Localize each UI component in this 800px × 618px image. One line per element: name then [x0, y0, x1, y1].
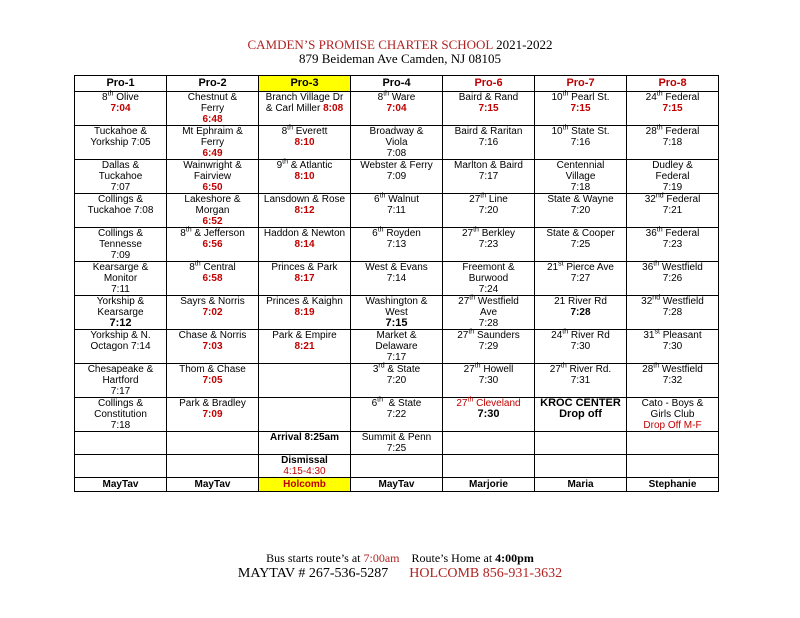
stop-cell: 28th Federal 7:18: [627, 126, 719, 160]
school-year: 2021-2022: [496, 37, 553, 52]
driver-cell: MayTav: [351, 478, 443, 492]
stop-cell: [351, 455, 443, 478]
table-row: [75, 455, 719, 478]
stop-cell: 6th Royden 7:13: [351, 228, 443, 262]
stop-cell: 27th Berkley 7:23: [443, 228, 535, 262]
stop-cell: 21 River Rd 7:28: [535, 296, 627, 330]
route-header: Pro-8: [627, 76, 719, 92]
stop-cell: 24th Federal 7:15: [627, 92, 719, 126]
table-row: [75, 92, 719, 126]
stop-cell: 8th & Jefferson 6:56: [167, 228, 259, 262]
route-header: Pro-1: [75, 76, 167, 92]
table-row: [75, 262, 719, 296]
table-row: [75, 330, 719, 364]
route-header: Pro-7: [535, 76, 627, 92]
stop-cell: Market & Delaware 7:17: [351, 330, 443, 364]
route-header: Pro-4: [351, 76, 443, 92]
driver-cell: Holcomb: [259, 478, 351, 492]
driver-cell: MayTav: [75, 478, 167, 492]
stop-cell: 27th Line 7:20: [443, 194, 535, 228]
stop-cell: 27th Howell 7:30: [443, 364, 535, 398]
stop-cell: Chesapeake & Hartford 7:17: [75, 364, 167, 398]
stop-cell: Kearsarge & Monitor 7:11: [75, 262, 167, 296]
stop-cell: 21st Pierce Ave 7:27: [535, 262, 627, 296]
school-address: 879 Beideman Ave Camden, NJ 08105: [299, 51, 501, 66]
stop-cell: 24th River Rd 7:30: [535, 330, 627, 364]
stop-cell: Collings & Constitution 7:18: [75, 398, 167, 432]
table-row: [75, 194, 719, 228]
stop-cell: Broadway & Viola 7:08: [351, 126, 443, 160]
stop-cell: 36th Federal 7:23: [627, 228, 719, 262]
holcomb-phone: HOLCOMB 856-931-3632: [409, 566, 563, 581]
stop-cell: Chestnut & Ferry 6:48: [167, 92, 259, 126]
stop-cell: 31st Pleasant 7:30: [627, 330, 719, 364]
stop-cell: [443, 455, 535, 478]
stop-cell: [535, 432, 627, 455]
stop-cell: Thom & Chase 7:05: [167, 364, 259, 398]
stop-cell: 27th River Rd. 7:31: [535, 364, 627, 398]
start-time: 7:00am: [363, 551, 400, 565]
stop-cell: Branch Village Dr & Carl Miller 8:08: [259, 92, 351, 126]
stop-cell: 8th Central 6:58: [167, 262, 259, 296]
stop-cell: Park & Bradley 7:09: [167, 398, 259, 432]
stop-cell: 27th Westfield Ave 7:28: [443, 296, 535, 330]
route-header: Pro-6: [443, 76, 535, 92]
stop-cell: 32nd Westfield 7:28: [627, 296, 719, 330]
stop-cell: Wainwright & Fairview 6:50: [167, 160, 259, 194]
stop-cell: Centennial Village 7:18: [535, 160, 627, 194]
home-label: Route’s Home at: [411, 551, 493, 565]
stop-cell: Collings & Tuckahoe 7:08: [75, 194, 167, 228]
stop-cell: 9th & Atlantic 8:10: [259, 160, 351, 194]
route-header: Pro-3: [259, 76, 351, 92]
stop-cell: Webster & Ferry 7:09: [351, 160, 443, 194]
stop-cell: Cato - Boys & Girls Club Drop Off M-F: [627, 398, 719, 432]
table-row: [75, 126, 719, 160]
table-row: [75, 432, 719, 455]
table-row: [75, 160, 719, 194]
stop-cell: 27th Cleveland 7:30: [443, 398, 535, 432]
stop-cell: 10th State St. 7:16: [535, 126, 627, 160]
stop-cell: 36th Westfield 7:26: [627, 262, 719, 296]
stop-cell: Yorkship & N. Octagon 7:14: [75, 330, 167, 364]
route-header: Pro-2: [167, 76, 259, 92]
stop-cell: Dismissal 4:15-4:30: [259, 455, 351, 478]
table-row: [75, 228, 719, 262]
contact-line: [0, 566, 800, 582]
stop-cell: Collings & Tennesse 7:09: [75, 228, 167, 262]
stop-cell: [259, 364, 351, 398]
stop-cell: 3rd & State 7:20: [351, 364, 443, 398]
stop-cell: [75, 432, 167, 455]
stop-cell: State & Cooper 7:25: [535, 228, 627, 262]
stop-cell: Marlton & Baird 7:17: [443, 160, 535, 194]
table-row: [75, 398, 719, 432]
stop-cell: Dallas & Tuckahoe 7:07: [75, 160, 167, 194]
driver-row: [75, 478, 719, 492]
stop-cell: [167, 432, 259, 455]
home-time: 4:00pm: [495, 551, 534, 565]
route-header-row: [75, 76, 719, 92]
stop-cell: Arrival 8:25am: [259, 432, 351, 455]
stop-cell: 32nd Federal 7:21: [627, 194, 719, 228]
stop-cell: 10th Pearl St. 7:15: [535, 92, 627, 126]
stop-cell: Dudley & Federal 7:19: [627, 160, 719, 194]
stop-cell: West & Evans 7:14: [351, 262, 443, 296]
stop-cell: [627, 455, 719, 478]
stop-cell: State & Wayne 7:20: [535, 194, 627, 228]
stop-cell: Sayrs & Norris 7:02: [167, 296, 259, 330]
stop-cell: Baird & Rand 7:15: [443, 92, 535, 126]
stop-cell: [259, 398, 351, 432]
stop-cell: Freemont & Burwood 7:24: [443, 262, 535, 296]
table-row: [75, 296, 719, 330]
stop-cell: [443, 432, 535, 455]
stop-cell: Lakeshore & Morgan 6:52: [167, 194, 259, 228]
stop-cell: Baird & Raritan 7:16: [443, 126, 535, 160]
stop-cell: Washington & West 7:15: [351, 296, 443, 330]
stop-cell: Haddon & Newton 8:14: [259, 228, 351, 262]
stop-cell: [75, 455, 167, 478]
stop-cell: Summit & Penn 7:25: [351, 432, 443, 455]
stop-cell: 8th Olive 7:04: [75, 92, 167, 126]
stop-cell: Yorkship & Kearsarge 7:12: [75, 296, 167, 330]
stop-cell: 8th Everett 8:10: [259, 126, 351, 160]
stop-cell: Princes & Kaighn 8:19: [259, 296, 351, 330]
stop-cell: Princes & Park 8:17: [259, 262, 351, 296]
stop-cell: 28th Westfield 7:32: [627, 364, 719, 398]
stop-cell: [627, 432, 719, 455]
stop-cell: 27th Saunders 7:29: [443, 330, 535, 364]
start-label: Bus starts route’s at: [266, 551, 361, 565]
stop-cell: 6th Walnut 7:11: [351, 194, 443, 228]
driver-cell: Maria: [535, 478, 627, 492]
stop-cell: Tuckahoe & Yorkship 7:05: [75, 126, 167, 160]
driver-cell: MayTav: [167, 478, 259, 492]
driver-cell: Marjorie: [443, 478, 535, 492]
stop-cell: [535, 455, 627, 478]
stop-cell: Park & Empire 8:21: [259, 330, 351, 364]
stop-cell: Lansdown & Rose 8:12: [259, 194, 351, 228]
stop-cell: [167, 455, 259, 478]
bus-schedule-table: [74, 75, 719, 492]
route-times-note: [0, 551, 800, 566]
school-name: CAMDEN’S PROMISE CHARTER SCHOOL: [247, 37, 493, 52]
stop-cell: Mt Ephraim & Ferry 6:49: [167, 126, 259, 160]
table-row: [75, 364, 719, 398]
maytav-phone: MAYTAV # 267-536-5287: [237, 566, 389, 581]
stop-cell: Chase & Norris 7:03: [167, 330, 259, 364]
stop-cell: KROC CENTER Drop off: [535, 398, 627, 432]
driver-cell: Stephanie: [627, 478, 719, 492]
stop-cell: 6th & State 7:22: [351, 398, 443, 432]
stop-cell: 8th Ware 7:04: [351, 92, 443, 126]
